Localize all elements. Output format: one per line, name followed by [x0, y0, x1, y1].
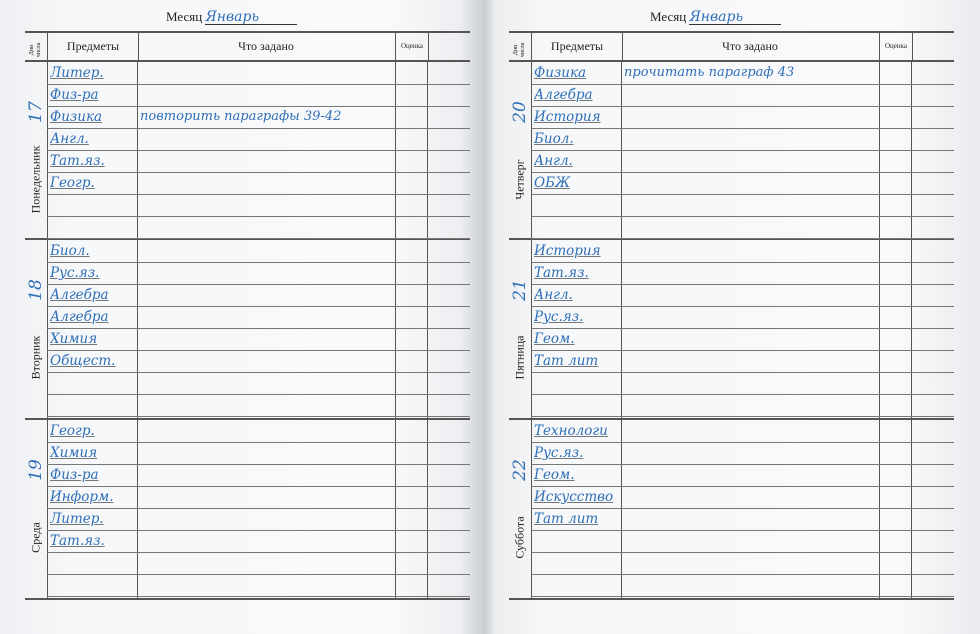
- subject-cell[interactable]: ОБЖ: [534, 175, 571, 191]
- lesson-row[interactable]: [531, 372, 954, 395]
- day-name: Четверг: [512, 159, 527, 200]
- lesson-row[interactable]: [47, 240, 470, 263]
- lesson-row[interactable]: [531, 328, 954, 351]
- subject-cell[interactable]: История: [534, 109, 601, 125]
- day-column: [509, 420, 532, 598]
- lesson-row[interactable]: [531, 442, 954, 465]
- day-number: 20: [510, 101, 530, 123]
- lesson-row[interactable]: [47, 194, 470, 217]
- day-number: 18: [26, 279, 46, 301]
- subject-cell[interactable]: Тат.яз.: [534, 265, 589, 281]
- header-task: Что задано: [722, 39, 778, 53]
- subject-cell[interactable]: Физика: [50, 109, 103, 125]
- subject-cell[interactable]: Тат лит: [534, 511, 599, 527]
- subject-cell[interactable]: Англ.: [534, 153, 573, 169]
- header-day-label: Дни числа: [513, 42, 526, 58]
- lesson-row[interactable]: [531, 420, 954, 443]
- schedule-grid-right: [509, 31, 954, 600]
- homework-cell[interactable]: прочитать параграф 43: [624, 65, 795, 80]
- subject-cell[interactable]: Химия: [50, 331, 98, 347]
- lesson-row[interactable]: [47, 372, 470, 395]
- lesson-row[interactable]: [531, 464, 954, 487]
- header-day-column: [509, 33, 531, 60]
- subject-cell[interactable]: Физ-ра: [50, 87, 99, 103]
- subject-cell[interactable]: Геом.: [534, 467, 575, 483]
- table-header: [509, 31, 954, 62]
- lesson-row[interactable]: [47, 552, 470, 575]
- lesson-row[interactable]: [531, 194, 954, 217]
- lesson-row[interactable]: [47, 508, 470, 531]
- subject-cell[interactable]: Геогр.: [50, 175, 95, 191]
- subject-cell[interactable]: Общест.: [50, 353, 116, 369]
- lesson-row[interactable]: [47, 394, 470, 417]
- lesson-row[interactable]: [531, 216, 954, 239]
- day-number: 22: [510, 459, 530, 481]
- subject-cell[interactable]: Физика: [534, 65, 587, 81]
- subject-cell[interactable]: Алгебра: [50, 309, 109, 325]
- subject-cell[interactable]: Информ.: [50, 489, 114, 505]
- header-task: Что задано: [238, 39, 294, 53]
- day-name: Суббота: [512, 516, 527, 559]
- lesson-row[interactable]: [531, 350, 954, 373]
- day-name: Вторник: [28, 335, 43, 380]
- day-name: Понедельник: [28, 145, 43, 214]
- subject-cell[interactable]: Рус.яз.: [534, 309, 584, 325]
- subject-cell[interactable]: Химия: [50, 445, 98, 461]
- lesson-row[interactable]: [531, 552, 954, 575]
- lesson-row[interactable]: [47, 128, 470, 151]
- month-value: Январь: [205, 10, 297, 25]
- month-header: [650, 9, 781, 25]
- lesson-row[interactable]: [531, 62, 954, 85]
- subject-cell[interactable]: Рус.яз.: [50, 265, 100, 281]
- day-block: [25, 62, 470, 240]
- day-name: Среда: [28, 522, 43, 553]
- month-label: Месяц: [166, 9, 203, 24]
- subject-cell[interactable]: Литер.: [50, 65, 104, 81]
- day-block: [509, 62, 954, 240]
- lesson-row[interactable]: [531, 172, 954, 195]
- subject-cell[interactable]: Биол.: [50, 243, 90, 259]
- subject-cell[interactable]: Тат лит: [534, 353, 599, 369]
- lesson-row[interactable]: [531, 240, 954, 263]
- homework-cell[interactable]: повторить параграфы 39-42: [140, 109, 342, 124]
- subject-cell[interactable]: Биол.: [534, 131, 574, 147]
- schedule-grid-left: [25, 31, 470, 600]
- subject-cell[interactable]: Технологи: [534, 423, 608, 439]
- header-grade: Оценка: [879, 33, 913, 60]
- lesson-row[interactable]: [47, 574, 470, 597]
- lesson-row[interactable]: [47, 172, 470, 195]
- subject-cell[interactable]: Литер.: [50, 511, 104, 527]
- day-number: 21: [510, 279, 530, 301]
- subject-cell[interactable]: Алгебра: [534, 87, 593, 103]
- lesson-row[interactable]: [47, 84, 470, 107]
- day-column: [509, 240, 532, 418]
- month-header: [166, 9, 297, 25]
- day-number: 17: [26, 101, 46, 123]
- lesson-row[interactable]: [531, 128, 954, 151]
- subject-cell[interactable]: Англ.: [50, 131, 89, 147]
- lesson-row[interactable]: [531, 306, 954, 329]
- right-page: [490, 0, 980, 634]
- subject-cell[interactable]: Тат.яз.: [50, 153, 105, 169]
- lesson-row[interactable]: [531, 394, 954, 417]
- lesson-row[interactable]: [531, 508, 954, 531]
- header-grade: Оценка: [395, 33, 429, 60]
- lesson-row[interactable]: [47, 350, 470, 373]
- lesson-row[interactable]: [531, 574, 954, 597]
- header-day-column: [25, 33, 47, 60]
- subject-cell[interactable]: Геом.: [534, 331, 575, 347]
- lesson-row[interactable]: [47, 284, 470, 307]
- table-header: [25, 31, 470, 62]
- subject-cell[interactable]: Алгебра: [50, 287, 109, 303]
- lesson-row[interactable]: [47, 306, 470, 329]
- month-value: Январь: [689, 10, 781, 25]
- day-column: [509, 62, 532, 238]
- lesson-row[interactable]: [47, 106, 470, 129]
- header-subjects: Предметы: [47, 33, 139, 60]
- lesson-row[interactable]: [47, 62, 470, 85]
- subject-cell[interactable]: Искусство: [534, 489, 614, 505]
- day-column: [25, 240, 48, 418]
- lesson-row[interactable]: [531, 284, 954, 307]
- subject-cell[interactable]: Рус.яз.: [534, 445, 584, 461]
- lesson-row[interactable]: [47, 442, 470, 465]
- lesson-row[interactable]: [531, 106, 954, 129]
- lesson-row[interactable]: [47, 486, 470, 509]
- subject-cell[interactable]: Физ-ра: [50, 467, 99, 483]
- lesson-row[interactable]: [47, 262, 470, 285]
- lesson-row[interactable]: [47, 530, 470, 553]
- lesson-row[interactable]: [531, 262, 954, 285]
- lesson-row[interactable]: [47, 464, 470, 487]
- lesson-row[interactable]: [47, 328, 470, 351]
- lesson-row[interactable]: [531, 150, 954, 173]
- day-block: [509, 240, 954, 420]
- subject-cell[interactable]: История: [534, 243, 601, 259]
- lesson-row[interactable]: [531, 530, 954, 553]
- header-subjects: Предметы: [531, 33, 623, 60]
- lesson-row[interactable]: [47, 420, 470, 443]
- header-day-label: Дни числа: [29, 42, 42, 58]
- day-number: 19: [26, 459, 46, 481]
- subject-cell[interactable]: Англ.: [534, 287, 573, 303]
- day-block: [509, 420, 954, 600]
- month-label: Месяц: [650, 9, 687, 24]
- day-block: [25, 240, 470, 420]
- lesson-row[interactable]: [531, 84, 954, 107]
- subject-cell[interactable]: Тат.яз.: [50, 533, 105, 549]
- lesson-row[interactable]: [531, 486, 954, 509]
- lesson-row[interactable]: [47, 150, 470, 173]
- subject-cell[interactable]: Геогр.: [50, 423, 95, 439]
- day-column: [25, 420, 48, 598]
- day-column: [25, 62, 48, 238]
- day-name: Пятница: [512, 335, 527, 380]
- lesson-row[interactable]: [47, 216, 470, 239]
- day-block: [25, 420, 470, 600]
